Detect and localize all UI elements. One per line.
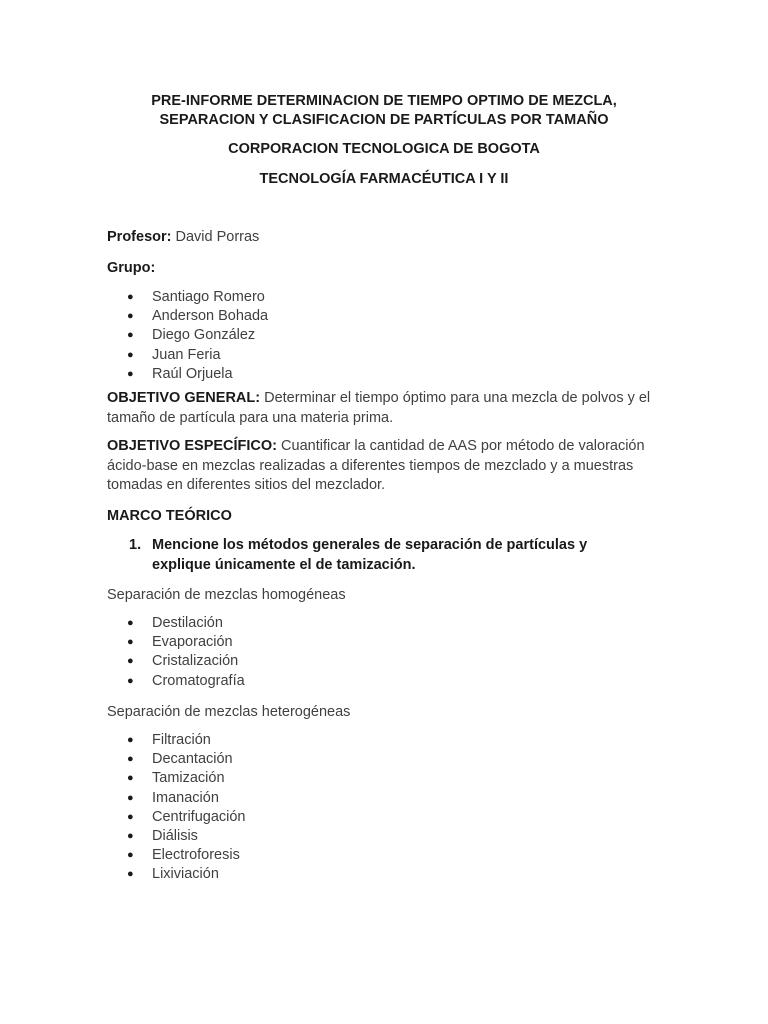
homogeneas-list — [127, 614, 245, 691]
document-title-line-2: SEPARACION Y CLASIFICACION DE PARTÍCULAS POR TAMAÑO — [159, 112, 609, 128]
list-item: ● Electroforesis — [127, 846, 246, 865]
objetivo-especifico-label: OBJETIVO ESPECÍFICO: — [107, 438, 277, 454]
list-item: ● Cristalización — [127, 652, 245, 671]
list-item: ● Santiago Romero — [127, 288, 268, 307]
heterogeneas-list — [127, 731, 246, 885]
course-name: TECNOLOGÍA FARMACÉUTICA I Y II — [259, 171, 509, 187]
heterogeneas-label: Separación de mezclas heterogéneas — [107, 704, 351, 720]
list-item: ● Centrifugación — [127, 808, 246, 827]
objetivo-general — [107, 389, 667, 428]
list-item: ● Anderson Bohada — [127, 307, 268, 326]
list-item: ● Diego González — [127, 326, 268, 345]
list-item: ● Destilación — [127, 614, 245, 633]
list-item: ● Imanación — [127, 789, 246, 808]
list-item: ● Cromatografía — [127, 672, 245, 691]
objetivo-general-label: OBJETIVO GENERAL: — [107, 390, 261, 406]
list-item: ● Diálisis — [127, 827, 246, 846]
marco-teorico-heading: MARCO TEÓRICO — [107, 508, 232, 524]
institution-name: CORPORACION TECNOLOGICA DE BOGOTA — [228, 141, 540, 157]
list-item: ● Tamización — [127, 769, 246, 788]
question-text: Mencione los métodos generales de separación de partículas y explique únicamente el de tamización. — [152, 537, 588, 573]
list-item: ● Decantación — [127, 750, 246, 769]
question-1 — [129, 535, 629, 575]
grupo-label: Grupo: — [107, 260, 156, 276]
list-item: ● Evaporación — [127, 633, 245, 652]
document-title-line-1: PRE-INFORME DETERMINACION DE TIEMPO OPTIMO DE MEZCLA, — [151, 93, 617, 109]
objetivo-general-text: Determinar el tiempo óptimo para una mezcla de polvos y el tamaño de partícula para una materia prima. — [107, 390, 651, 426]
list-item: ● Lixiviación — [127, 865, 246, 884]
profesor-label: Profesor: — [107, 229, 172, 245]
objetivo-especifico — [107, 437, 667, 496]
list-item: ● Raúl Orjuela — [127, 365, 268, 384]
list-item: ● Juan Feria — [127, 346, 268, 365]
homogeneas-label: Separación de mezclas homogéneas — [107, 587, 346, 603]
list-item: ● Filtración — [127, 731, 246, 750]
question-number: 1. — [129, 537, 142, 553]
objetivo-especifico-text: Cuantificar la cantidad de AAS por método de valoración ácido-base en mezclas realizadas a diferentes tiempos de mezclado y a muestras tomadas en diferentes sitios del mezclador. — [107, 438, 645, 493]
group-members-list — [127, 288, 268, 384]
profesor-line — [107, 228, 667, 248]
profesor-name: David Porras — [175, 229, 260, 245]
grupo-line — [107, 259, 667, 279]
